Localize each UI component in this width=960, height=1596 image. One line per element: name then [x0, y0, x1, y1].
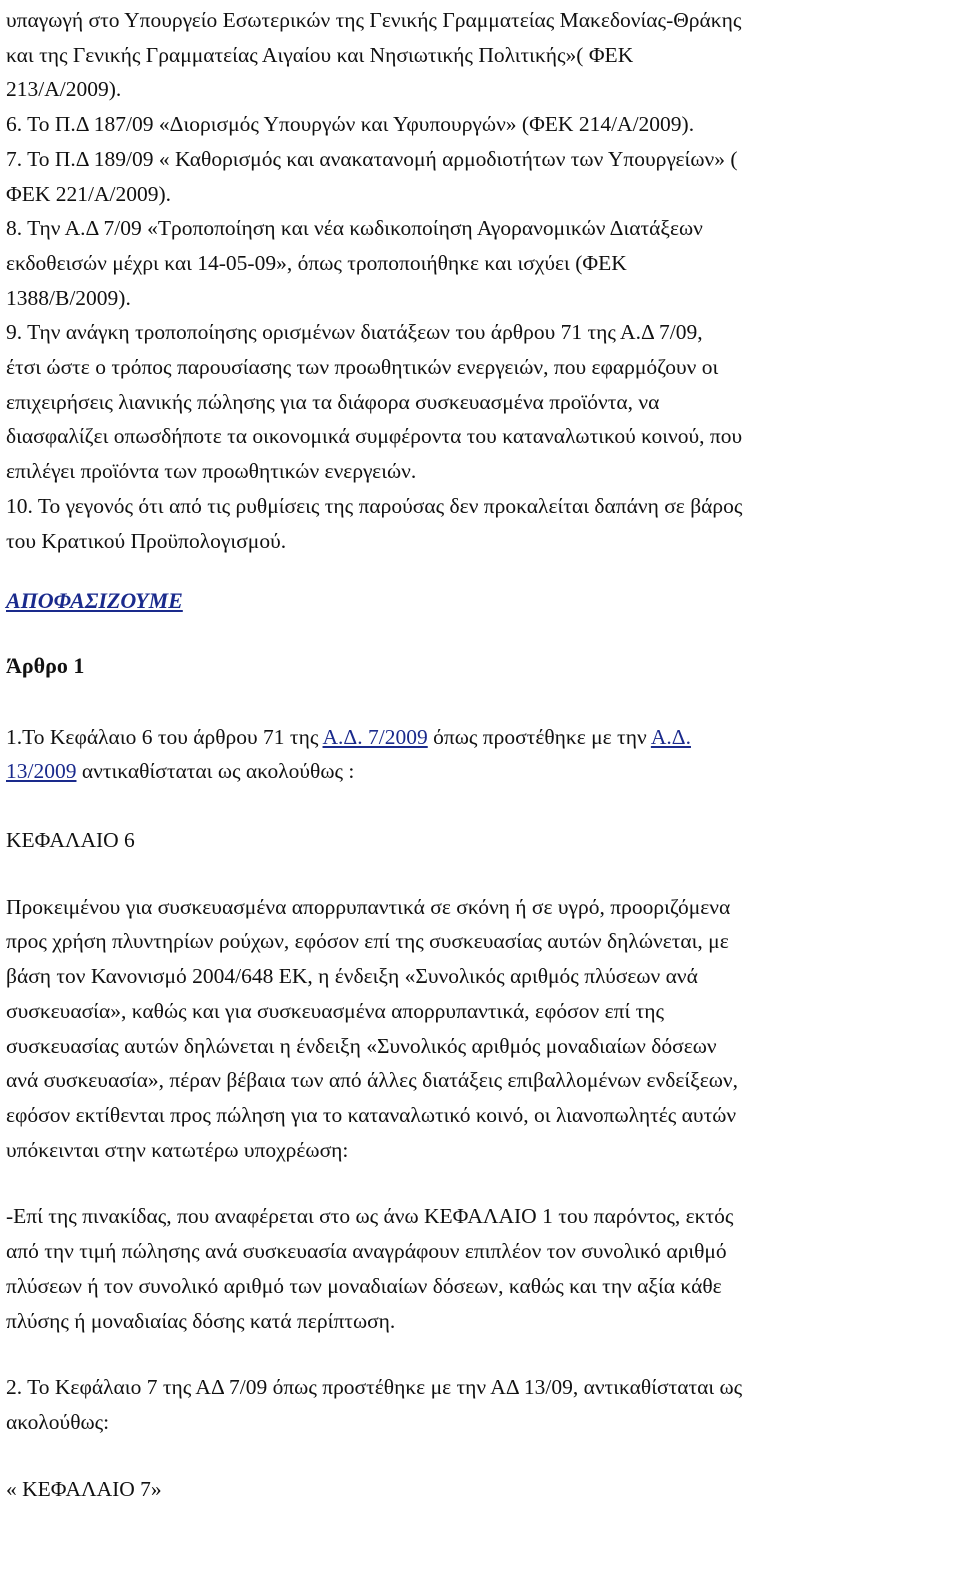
text-line: πλύσεων ή τον συνολικό αριθμό των μοναδιαίων δόσεων, καθώς και την αξία κάθε [6, 1273, 722, 1298]
decision-heading: ΑΠΟΦΑΣΙΖΟΥΜΕ [6, 588, 183, 614]
text-line: υπαγωγή στο Υπουργείο Εσωτερικών της Γενικής Γραμματείας Μακεδονίας-Θράκης [6, 8, 742, 32]
chapter-6-title: ΚΕΦΑΛΑΙΟ 6 [6, 828, 135, 853]
text-line: διασφαλίζει οπωσδήποτε τα οικονομικά συμφέροντα του καταναλωτικού κοινού, που [6, 424, 743, 449]
law-link-ad-13-2009-part2[interactable]: 13/2009 [6, 759, 77, 784]
text-line: εκδοθεισών μέχρι και 14-05-09», όπως τροποποιήθηκε και ισχύει (ΦΕΚ [6, 250, 627, 275]
text-line: από την τιμή πώλησης ανά συσκευασία αναγράφουν επιπλέον τον συνολικό αριθμό [6, 1239, 727, 1264]
text-line: 6. Το Π.Δ 187/09 «Διορισμός Υπουργών και Υφυπουργών» (ΦΕΚ 214/Α/2009). [6, 112, 695, 137]
law-link-ad-13-2009-part1[interactable]: Α.Δ. [650, 724, 691, 749]
text-line: και της Γενικής Γραμματείας Αιγαίου και Νησιωτικής Πολιτικής»( ΦΕΚ [6, 42, 634, 67]
article-2-paragraph [6, 1370, 950, 1439]
text-line: 1388/Β/2009). [6, 285, 131, 310]
text-line: προς χρήση πλυντηρίων ρούχων, εφόσον επί της συσκευασίας αυτών δηλώνεται, με [6, 929, 729, 954]
text-line: συσκευασίας αυτών δηλώνεται η ένδειξη «Συνολικός αριθμός μοναδιαίων δόσεων [6, 1033, 717, 1058]
text-line: υπόκεινται στην κατωτέρω υποχρέωση: [6, 1137, 349, 1162]
considerant-item-7 [6, 142, 950, 211]
article-1-text-b: όπως προστέθηκε με την [427, 724, 651, 749]
text-line: ανά συσκευασία», πέραν βέβαια των από άλλες διατάξεις επιβαλλομένων ενδείξεων, [6, 1068, 739, 1093]
document-page [6, 0, 950, 1506]
text-line: του Κρατικού Προϋπολογισμού. [6, 528, 287, 553]
price-sign-paragraph [6, 1199, 950, 1338]
text-line: επιχειρήσεις λιανικής πώλησης για τα διάφορα συσκευασμένα προϊόντα, να [6, 389, 660, 414]
text-line: συσκευασία», καθώς και για συσκευασμένα απορρυπαντικά, εφόσον επί της [6, 998, 665, 1023]
considerant-item-9 [6, 315, 950, 489]
chapter-7-title: « ΚΕΦΑΛΑΙΟ 7» [6, 1476, 162, 1501]
considerant-item-8 [6, 211, 950, 315]
text-line: -Επί της πινακίδας, που αναφέρεται στο ως άνω ΚΕΦΑΛΑΙΟ 1 του παρόντος, εκτός [6, 1204, 734, 1229]
intro-paragraph [6, 3, 950, 107]
text-line [6, 754, 950, 789]
text-line: πλύσης ή μοναδιαίας δόσης κατά περίπτωση. [6, 1308, 396, 1333]
text-line: 7. Το Π.Δ 189/09 « Καθορισμός και ανακατανομή αρμοδιοτήτων των Υπουργείων» ( [6, 146, 738, 171]
text-line: έτσι ώστε ο τρόπος παρουσίασης των προωθητικών ενεργειών, που εφαρμόζουν οι [6, 355, 719, 380]
article-1-text-c: αντικαθίσταται ως ακολούθως : [76, 759, 355, 784]
text-line: ακολούθως: [6, 1409, 110, 1434]
article-heading: Άρθρο 1 [6, 652, 85, 678]
chapter-6-paragraph [6, 890, 950, 1168]
text-line: 213/Α/2009). [6, 77, 122, 102]
text-line: ΦΕΚ 221/Α/2009). [6, 181, 172, 206]
considerant-item-10 [6, 489, 950, 558]
text-line: 8. Την Α.Δ 7/09 «Τροποποίηση και νέα κωδικοποίηση Αγορανομικών Διατάξεων [6, 216, 703, 241]
article-1-text-a: 1.Το Κεφάλαιο 6 του άρθρου 71 της [6, 724, 323, 749]
law-link-ad-7-2009[interactable]: Α.Δ. 7/2009 [322, 724, 428, 749]
text-line: 10. Το γεγονός ότι από τις ρυθμίσεις της παρούσας δεν προκαλείται δαπάνη σε βάρος [6, 493, 743, 518]
article-1-paragraph [6, 720, 950, 789]
text-line: Προκειμένου για συσκευασμένα απορρυπαντικά σε σκόνη ή σε υγρό, προοριζόμενα [6, 894, 731, 919]
text-line: εφόσον εκτίθενται προς πώληση για το καταναλωτικό κοινό, οι λιανοπωλητές αυτών [6, 1102, 737, 1127]
text-line [6, 720, 950, 755]
text-line: 2. Το Κεφάλαιο 7 της ΑΔ 7/09 όπως προστέθηκε με την ΑΔ 13/09, αντικαθίσταται ως [6, 1375, 743, 1400]
text-line: βάση τον Κανονισμό 2004/648 ΕΚ, η ένδειξη «Συνολικός αριθμός πλύσεων ανά [6, 964, 698, 989]
considerant-item-6 [6, 107, 950, 142]
text-line: επιλέγει προϊόντα των προωθητικών ενεργειών. [6, 459, 417, 484]
text-line: 9. Την ανάγκη τροποποίησης ορισμένων διατάξεων του άρθρου 71 της Α.Δ 7/09, [6, 320, 703, 345]
